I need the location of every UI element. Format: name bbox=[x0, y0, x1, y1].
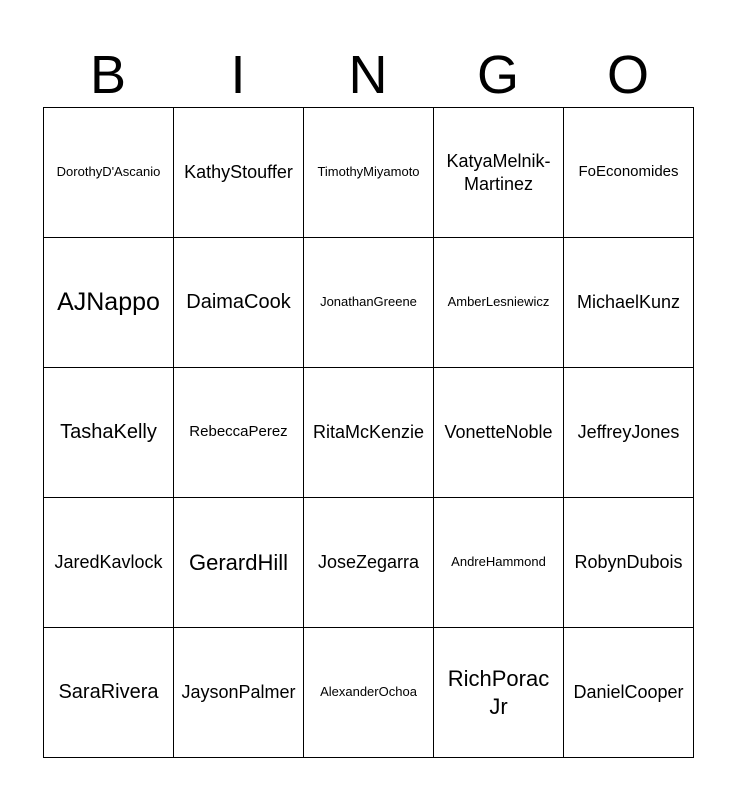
bingo-cell: TimothyMiyamoto bbox=[304, 108, 434, 238]
bingo-header bbox=[43, 42, 693, 108]
bingo-cell: RobynDubois bbox=[564, 498, 694, 628]
bingo-cell: JonathanGreene bbox=[304, 238, 434, 368]
bingo-cell: GerardHill bbox=[174, 498, 304, 628]
bingo-cell: KathyStouffer bbox=[174, 108, 304, 238]
header-letter-b: B bbox=[89, 45, 127, 105]
bingo-cell: JaysonPalmer bbox=[174, 628, 304, 758]
bingo-cell: AlexanderOchoa bbox=[304, 628, 434, 758]
header-letter-g: G bbox=[476, 45, 519, 105]
bingo-cell: SaraRivera bbox=[44, 628, 174, 758]
bingo-cell: RichPorac Jr bbox=[434, 628, 564, 758]
bingo-cell: RitaMcKenzie bbox=[304, 368, 434, 498]
bingo-board bbox=[43, 107, 694, 758]
bingo-cell: DaimaCook bbox=[174, 238, 304, 368]
bingo-cell: AmberLesniewicz bbox=[434, 238, 564, 368]
bingo-cell: JoseZegarra bbox=[304, 498, 434, 628]
header-letter-o: O bbox=[606, 45, 649, 105]
bingo-cell: FoEconomides bbox=[564, 108, 694, 238]
bingo-cell: DanielCooper bbox=[564, 628, 694, 758]
bingo-cell: JeffreyJones bbox=[564, 368, 694, 498]
bingo-cell: AndreHammond bbox=[434, 498, 564, 628]
header-letter-n: N bbox=[348, 45, 388, 105]
bingo-cell: JaredKavlock bbox=[44, 498, 174, 628]
bingo-cell: TashaKelly bbox=[44, 368, 174, 498]
bingo-cell: DorothyD'Ascanio bbox=[44, 108, 174, 238]
header-letter-i: I bbox=[230, 45, 246, 105]
bingo-cell: RebeccaPerez bbox=[174, 368, 304, 498]
bingo-cell: AJNappo bbox=[44, 238, 174, 368]
bingo-cell: VonetteNoble bbox=[434, 368, 564, 498]
bingo-cell: MichaelKunz bbox=[564, 238, 694, 368]
bingo-cell: KatyaMelnik-Martinez bbox=[434, 108, 564, 238]
